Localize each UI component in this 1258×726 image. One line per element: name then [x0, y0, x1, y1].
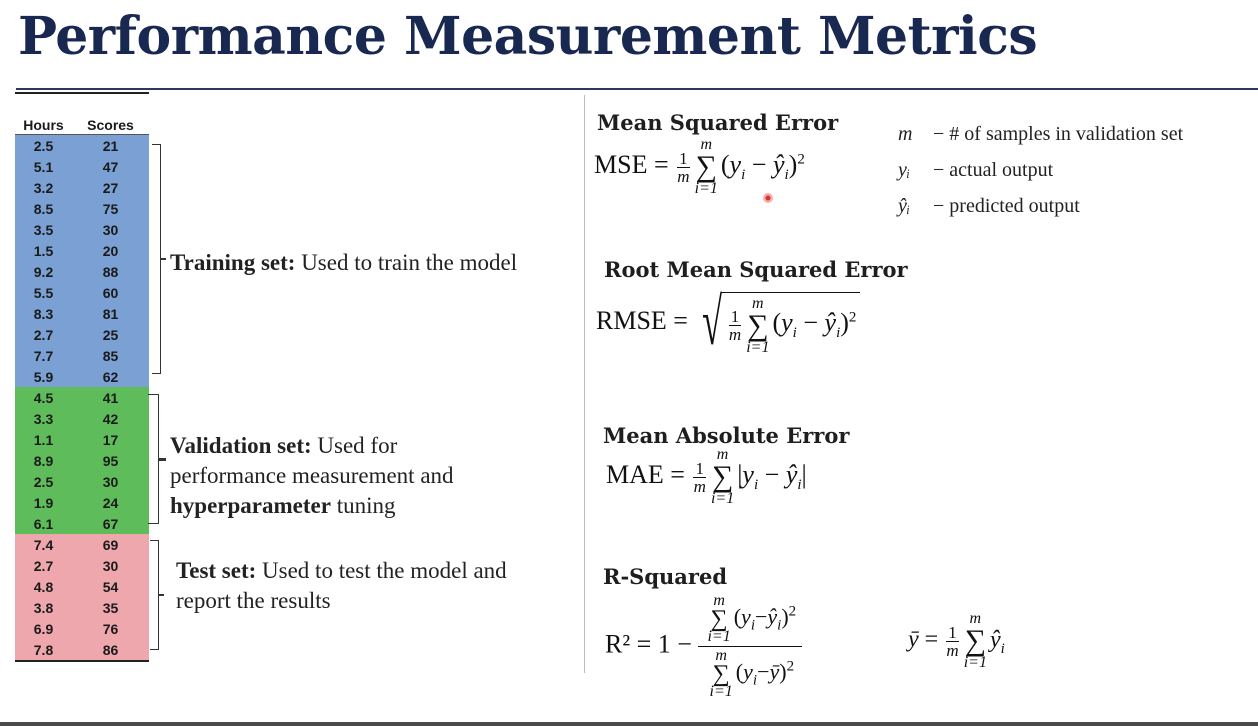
hours-cell: 3.5: [33, 221, 54, 238]
table-row: [15, 219, 149, 240]
variable-legend: [898, 116, 1183, 224]
mse-lhs: MSE =: [594, 149, 669, 179]
scores-cell: 30: [102, 473, 119, 490]
table-body: [15, 135, 149, 660]
training-brace-tick: [160, 258, 166, 260]
scores-cell: 30: [102, 557, 119, 574]
table-row: [15, 576, 149, 597]
scores-cell: 60: [102, 284, 119, 301]
scores-cell: 62: [102, 368, 119, 385]
header-scores: Scores: [87, 117, 134, 133]
scores-cell: 85: [102, 347, 119, 364]
hours-cell: 7.7: [33, 347, 54, 364]
mae-sum-icon: m ∑ i=1: [710, 446, 735, 507]
mean-sum-icon: m ∑ i=1: [963, 610, 987, 671]
scores-cell: 95: [102, 452, 119, 469]
table-row: [15, 513, 149, 534]
hours-cell: 8.5: [33, 200, 54, 217]
sqrt-icon: √: [702, 286, 723, 359]
hours-cell: 3.8: [33, 599, 54, 616]
rmse-lhs: RMSE =: [596, 305, 688, 335]
scores-cell: 69: [102, 536, 119, 553]
validation-set-keyword: hyperparameter: [170, 493, 331, 518]
scores-cell: 24: [102, 494, 119, 511]
scores-cell: 54: [102, 578, 119, 595]
rmse-sum-icon: m ∑ i=1: [746, 294, 770, 356]
mse-formula: MSE = $\frac{1}{m}$ m ∑ i=1 ($y_i$ − $ŷ_i)^2$: [594, 136, 805, 197]
bottom-edge: [0, 722, 1258, 726]
legend-item-yhat: ŷᵢ − predicted output: [898, 195, 1080, 217]
hours-cell: 3.2: [33, 179, 54, 196]
test-brace-tick: [158, 594, 164, 596]
table-row: [15, 429, 149, 450]
scores-cell: 81: [102, 305, 119, 322]
hours-cell: 2.7: [33, 326, 54, 343]
scores-cell: 86: [102, 641, 119, 658]
table-row: [15, 408, 149, 429]
r2-formula: [605, 594, 802, 699]
scores-cell: 25: [102, 326, 119, 343]
r2-lhs: R² = 1 −: [605, 629, 692, 659]
table-bottom-rule: [15, 660, 149, 662]
table-row: [15, 282, 149, 303]
pointer-dot-icon: [763, 193, 773, 203]
title-rule: [16, 88, 1258, 90]
hours-cell: 6.1: [33, 515, 54, 532]
hours-cell: 2.5: [33, 473, 54, 490]
table-row: [15, 345, 149, 366]
table-row: [15, 555, 149, 576]
scores-cell: 35: [102, 599, 119, 616]
table-row: [15, 534, 149, 555]
table-row: [15, 366, 149, 387]
scores-cell: 21: [102, 137, 119, 154]
hours-cell: 2.7: [33, 557, 54, 574]
hours-cell: 5.1: [33, 158, 54, 175]
page-title: Performance Measurement Metrics: [18, 6, 1038, 67]
validation-set-text-2: performance measurement and: [170, 463, 454, 488]
hours-cell: 8.3: [33, 305, 54, 322]
table-row: [15, 240, 149, 261]
scores-cell: 17: [102, 431, 119, 448]
scores-cell: 27: [102, 179, 119, 196]
rmse-heading: Root Mean Squared Error: [604, 257, 908, 282]
validation-set-text-3: tuning: [330, 493, 396, 518]
table-row: [15, 177, 149, 198]
scores-cell: 42: [102, 410, 119, 427]
hours-cell: 5.9: [33, 368, 54, 385]
column-divider: [584, 95, 585, 673]
scores-cell: 41: [102, 389, 119, 406]
table-header: [15, 92, 149, 135]
r2-fraction: m ∑ i=1 $(y_i-ŷ_i)^2$ m ∑ i=1 $(y_i-ȳ)^2$: [698, 594, 802, 699]
hours-cell: 4.8: [33, 578, 54, 595]
test-set-label: Test set:: [176, 558, 257, 583]
scores-cell: 20: [102, 242, 119, 259]
data-table: [15, 92, 149, 662]
training-set-text: Used to train the model: [295, 250, 518, 275]
test-set-text-1: Used to test the model and: [256, 558, 507, 583]
scores-cell: 67: [102, 515, 119, 532]
mse-sum-icon: m ∑ i=1: [694, 136, 718, 197]
validation-set-description: [170, 431, 454, 521]
scores-cell: 88: [102, 263, 119, 280]
hours-cell: 1.5: [33, 242, 54, 259]
mse-heading: Mean Squared Error: [597, 110, 839, 135]
hours-cell: 7.4: [33, 536, 54, 553]
table-row: [15, 597, 149, 618]
header-hours: Hours: [23, 117, 64, 133]
rmse-radicand: $\frac{1}{m}$ m ∑ i=1 ($y_i$ − $ŷ_i)^2$: [721, 292, 861, 355]
table-row: [15, 156, 149, 177]
table-row: [15, 135, 149, 156]
table-row: [15, 261, 149, 282]
rmse-formula: [596, 286, 860, 359]
mse-fraction: $\frac{1}{m}$: [677, 148, 690, 186]
mae-formula: MAE = $\frac{1}{m}$ m ∑ i=1 $|y_i$ − $ŷ_i|$: [606, 446, 807, 507]
r2-heading: R-Squared: [603, 564, 728, 589]
table-row: [15, 450, 149, 471]
legend-item-y: yᵢ − actual output: [898, 159, 1054, 181]
table-row: [15, 303, 149, 324]
hours-cell: 9.2: [33, 263, 54, 280]
hours-cell: 8.9: [33, 452, 54, 469]
scores-cell: 30: [102, 221, 119, 238]
validation-brace-tick: [158, 458, 166, 461]
test-set-description: [176, 556, 507, 616]
hours-cell: 1.9: [33, 494, 54, 511]
mean-y-formula: ȳ = $\frac{1}{m}$ m ∑ i=1 $ŷ_i$: [908, 610, 1005, 671]
table-row: [15, 324, 149, 345]
hours-cell: 4.5: [33, 389, 54, 406]
scores-cell: 76: [102, 620, 119, 637]
table-row: [15, 492, 149, 513]
scores-cell: 75: [102, 200, 119, 217]
table-row: [15, 618, 149, 639]
table-row: [15, 387, 149, 408]
table-row: [15, 639, 149, 660]
hours-cell: 1.1: [33, 431, 54, 448]
mae-lhs: MAE =: [606, 459, 685, 489]
hours-cell: 3.3: [33, 410, 54, 427]
hours-cell: 2.5: [33, 137, 54, 154]
hours-cell: 5.5: [33, 284, 54, 301]
hours-cell: 7.8: [33, 641, 54, 658]
table-row: [15, 471, 149, 492]
training-set-description: [170, 248, 517, 278]
test-set-text-2: report the results: [176, 588, 331, 613]
hours-cell: 6.9: [33, 620, 54, 637]
validation-set-text-1: Used for: [311, 433, 398, 458]
legend-item-m: m − # of samples in validation set: [898, 123, 1184, 145]
table-row: [15, 198, 149, 219]
validation-set-label: Validation set:: [170, 433, 312, 458]
scores-cell: 47: [102, 158, 119, 175]
training-set-label: Training set:: [170, 250, 296, 275]
mae-heading: Mean Absolute Error: [603, 423, 850, 448]
